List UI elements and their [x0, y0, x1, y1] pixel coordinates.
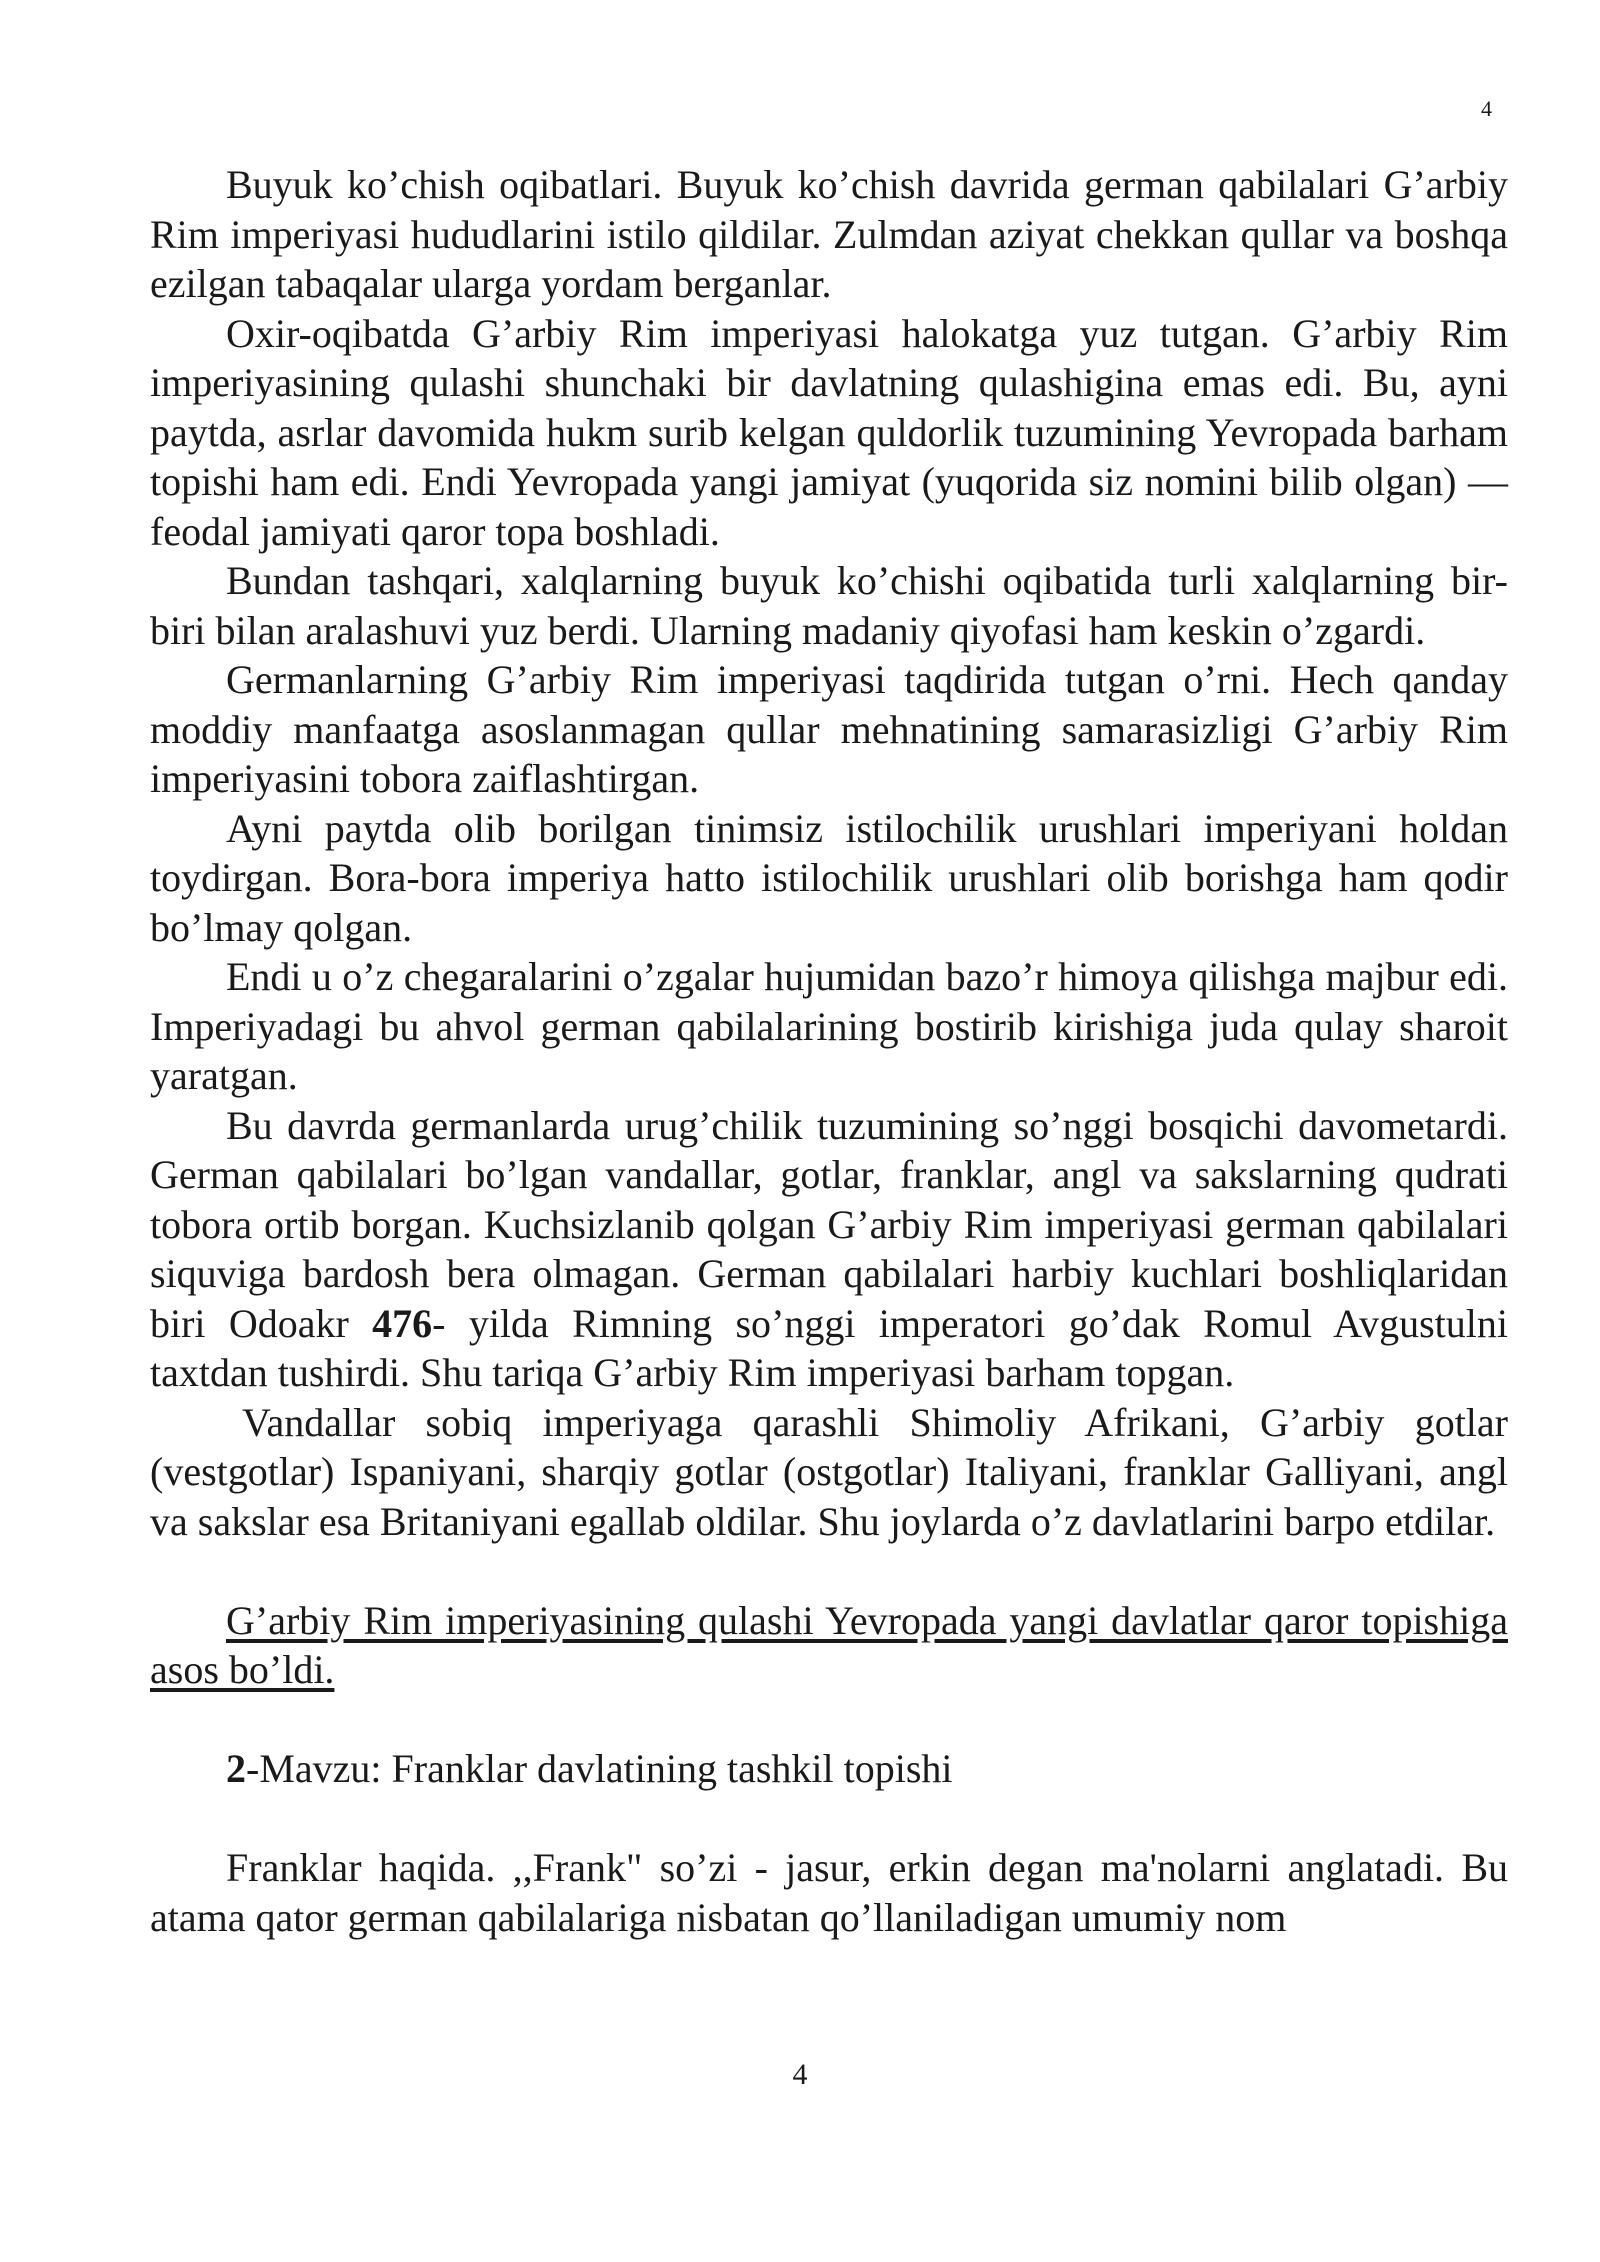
page-number-top: 4	[1481, 96, 1492, 121]
paragraph-vandals: Vandallar sobiq imperiyaga qarashli Shimoliy Afrikani, G’arbiy gotlar (vestgotlar) Ispaniyani, sharqiy gotlar (ostgotlar) Italiyani, franklar Galliyani, angl va sakslar esa Britaniyani egallab oldilar. Shu joylarda o’z davlatlarini barpo etdilar.	[150, 1399, 1508, 1544]
topic-number: 2	[226, 1746, 246, 1791]
paragraph-borders-defense: Endi u o’z chegaralarini o’zgalar hujumidan bazo’r himoya qilishga majbur edi. Imperiyadagi bu ahvol german qabilalarining bostirib kirishiga juda qulay sharoit yaratgan.	[150, 954, 1508, 1098]
paragraph-consequences: Buyuk ko’chish oqibatlari. Buyuk ko’chish davrida german qabilalari G’arbiy Rim imperiyasi hududlarini istilo qildilar. Zulmdan aziyat chekkan qullar va boshqa ezilgan tabaqalar ularga yordam berganlar.	[150, 162, 1508, 306]
paragraph-odoacer	[150, 1101, 1508, 1398]
paragraph-odoacer-after: - yilda Rimning so’nggi imperatori go’dak Romul Avgustulni taxtdan tushirdi. Shu tariqa G’arbiy Rim imperiyasi barham topgan.	[150, 1300, 1508, 1395]
paragraph-conquest-wars: Ayni paytda olib borilgan tinimsiz istilochilik urushlari imperiyani holdan toydirgan. Bora-bora imperiya hatto istilochilik urushlari olib borishga ham qodir bo’lmay qolgan.	[150, 805, 1508, 950]
page-number-bottom: 4	[792, 2058, 808, 2091]
paragraph-franks: Franklar haqida. ,,Frank" so’zi - jasur, erkin degan ma'nolarni anglatadi. Bu atama qator german qabilalariga nisbatan qo’llaniladigan umumiy nom	[150, 1845, 1508, 1940]
year-476: 476	[372, 1300, 433, 1346]
paragraph-odoacer-before: Bu davrda germanlarda urug’chilik tuzumining so’nggi bosqichi davometardi. German qabilalari bo’lgan vandallar, gotlar, franklar, angl va sakslarning qudrati tobora ortib borgan. Kuchsizlanib qolgan G’arbiy Rim imperiyasi german qabilalari siquviga bardosh bera olmagan. German qabilalari harbiy kuchlari boshliqlaridan biri Odoakr	[150, 1102, 1508, 1346]
underlined-conclusion	[150, 1596, 1508, 1695]
underlined-conclusion-text: G’arbiy Rim imperiyasining qulashi Yevropada yangi davlatlar qaror topishiga asos bo’ldi.	[150, 1597, 1508, 1692]
topic-title: -Mavzu: Franklar davlatining tashkil topishi	[246, 1746, 953, 1791]
page-body	[150, 160, 1508, 1942]
paragraph-germans-role: Germanlarning G’arbiy Rim imperiyasi taqdirida tutgan o’rni. Hech qanday moddiy manfaatga asoslanmagan qullar mehnatining samarasizligi G’arbiy Rim imperiyasini tobora zaiflashtirgan.	[150, 657, 1508, 801]
paragraph-peoples-mixing: Bundan tashqari, xalqlarning buyuk ko’chishi oqibatida turli xalqlarning bir-biri bilan aralashuvi yuz berdi. Ularning madaniy qiyofasi ham keskin o’zgardi.	[150, 558, 1508, 653]
topic-heading	[150, 1744, 1508, 1794]
paragraph-fall-of-empire: Oxir-oqibatda G’arbiy Rim imperiyasi halokatga yuz tutgan. G’arbiy Rim imperiyasining qulashi shunchaki bir davlatning qulashigina emas edi. Bu, ayni paytda, asrlar davomida hukm surib kelgan quldorlik tuzumining Yevropada barham topishi ham edi. Endi Yevropada yangi jamiyat (yuqorida siz nomini bilib olgan) — feodal jamiyati qaror topa boshladi.	[150, 310, 1508, 554]
